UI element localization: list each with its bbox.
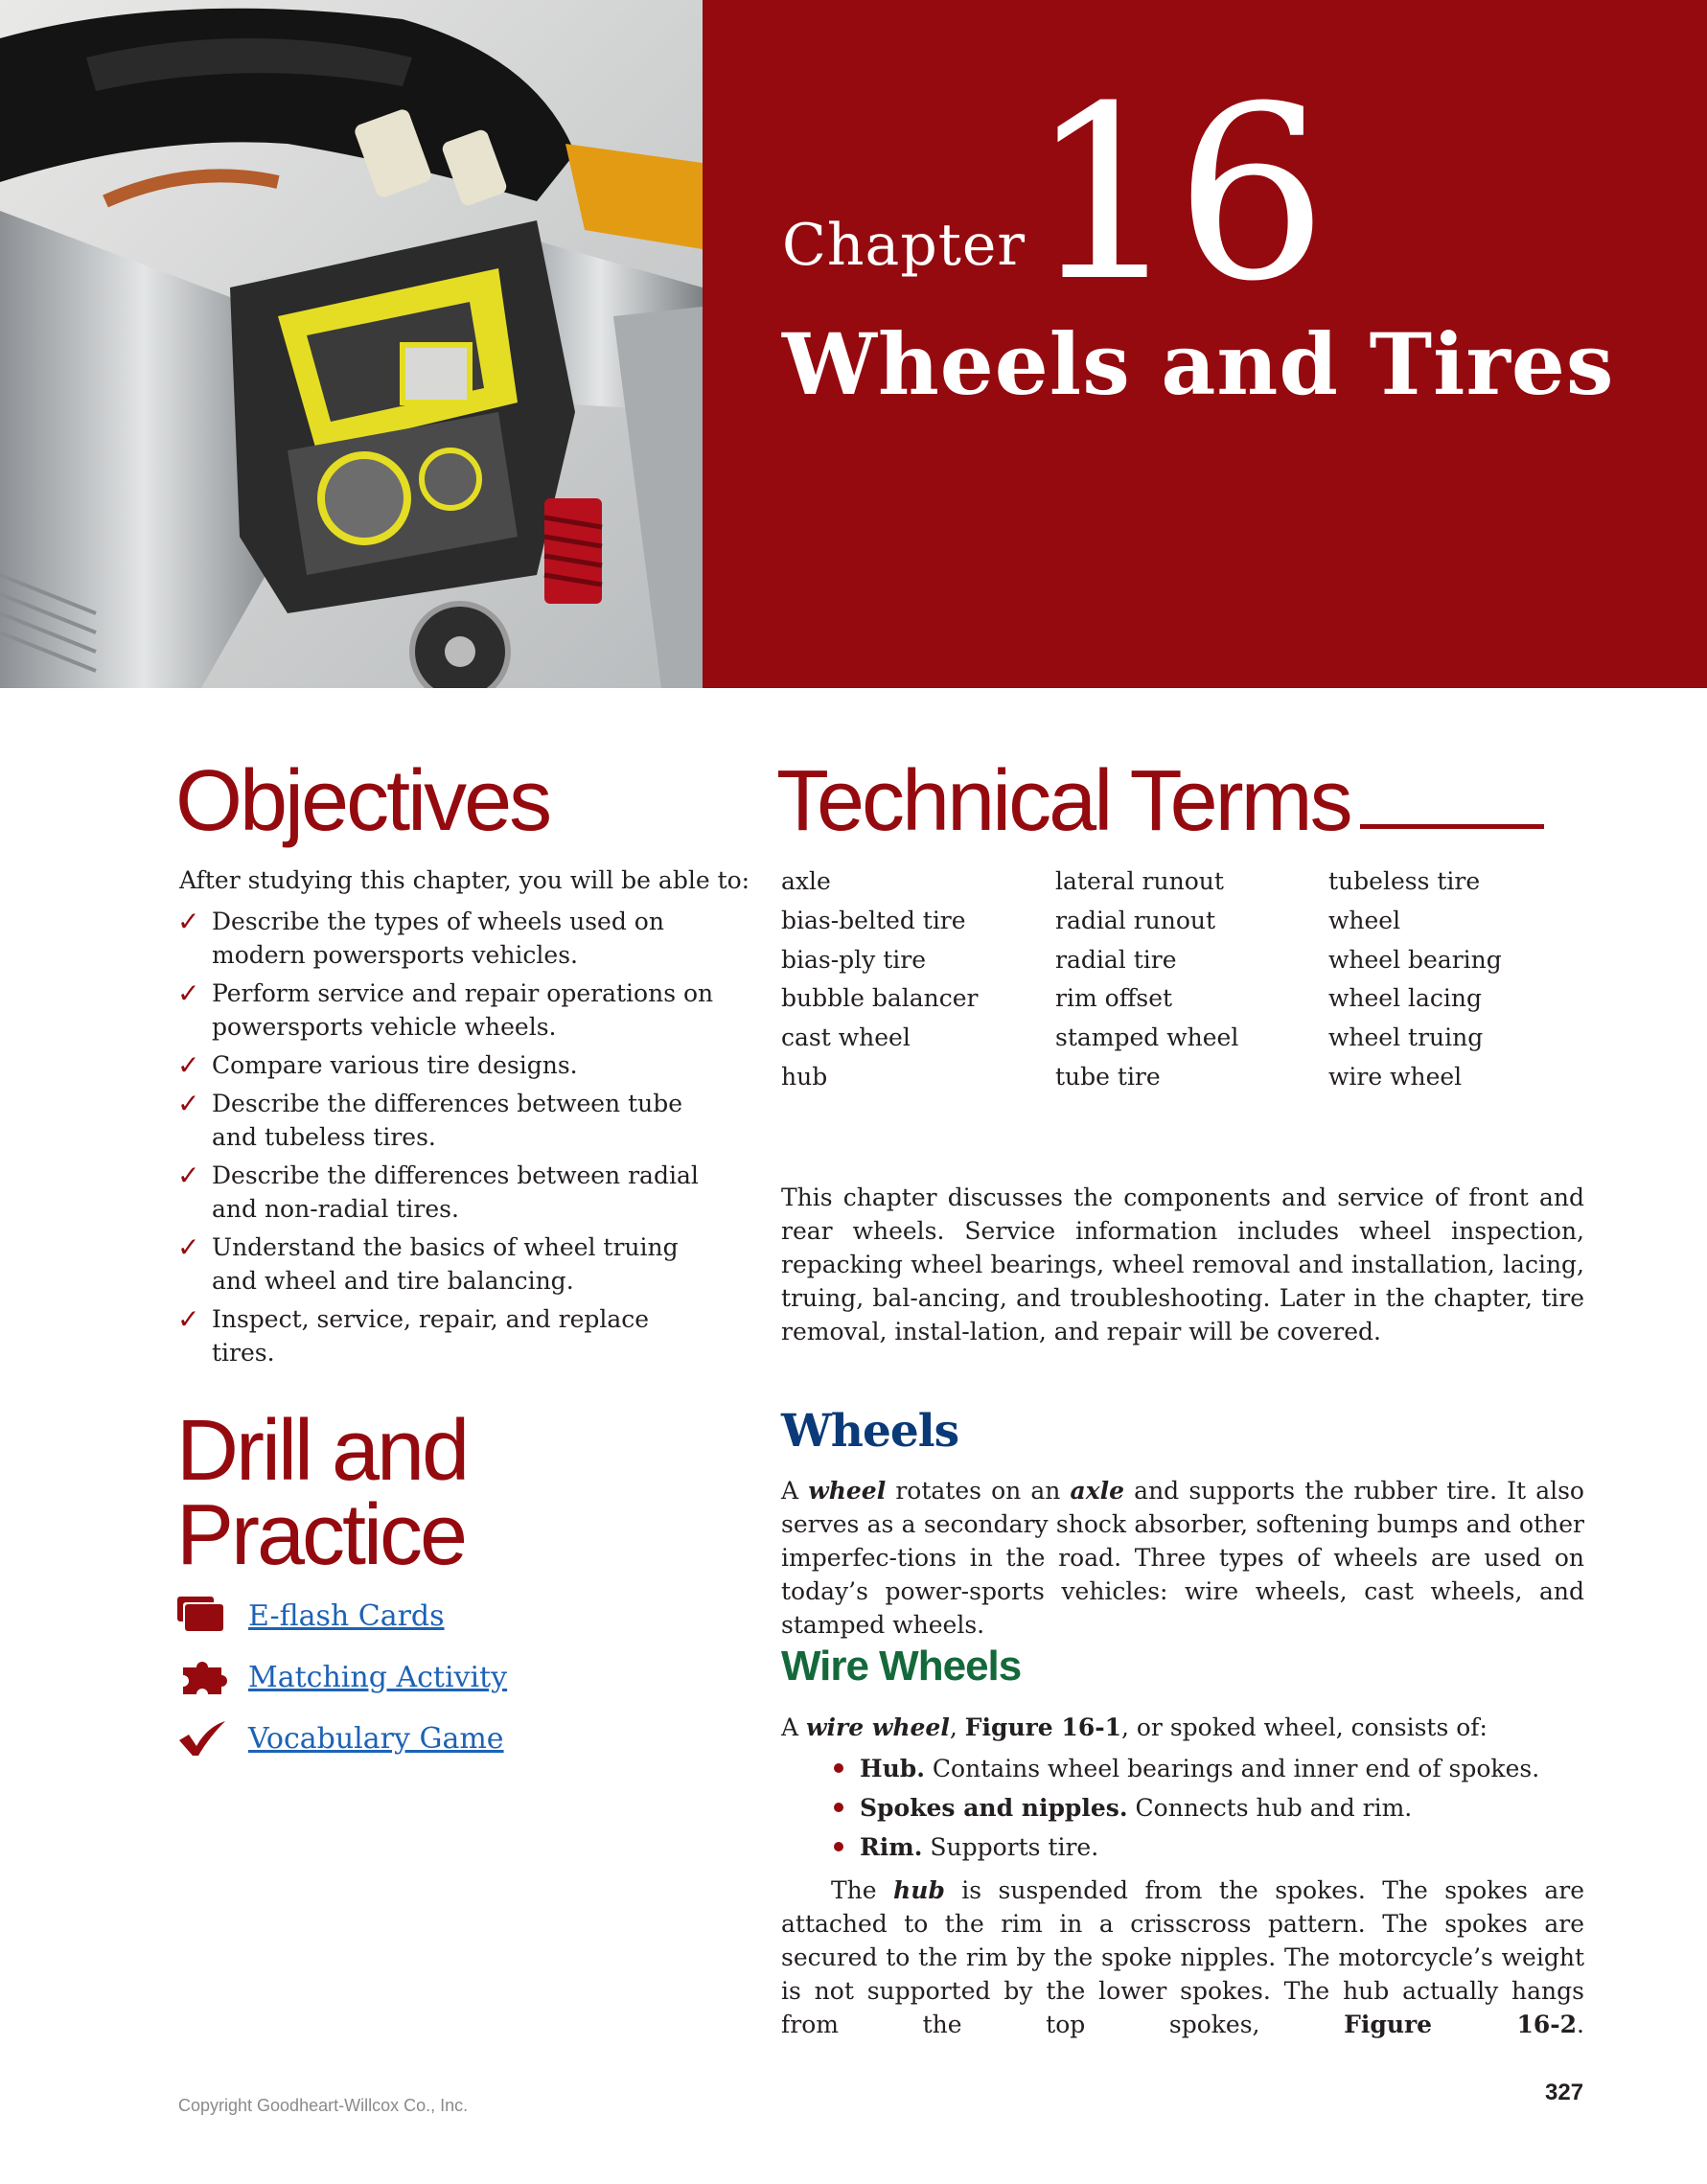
wire-wheel-parts-list — [832, 1749, 1539, 1867]
checkmark-icon: ✓ — [177, 977, 200, 1009]
term-item: tubeless tire — [1328, 867, 1481, 895]
term-axle: axle — [1070, 1477, 1125, 1505]
puzzle-icon — [177, 1656, 229, 1698]
bullet-icon — [834, 1803, 843, 1812]
vocabulary-game-link[interactable]: Vocabulary Game — [248, 1721, 504, 1756]
objective-text: Perform service and repair operations on powersports vehicle wheels. — [212, 979, 714, 1041]
term-item: wheel lacing — [1328, 984, 1483, 1013]
page-number: 327 — [1545, 2080, 1584, 2105]
objectives-heading: Objectives — [175, 753, 550, 849]
wire-wheels-heading: Wire Wheels — [781, 1643, 1022, 1690]
chapter-banner — [703, 0, 1707, 688]
bullet-icon — [834, 1763, 843, 1773]
terms-column-3 — [1328, 862, 1502, 1097]
checkmark-icon — [177, 1717, 229, 1759]
chapter-label: Chapter — [782, 212, 1027, 279]
objective-text: Inspect, service, repair, and replace tires. — [212, 1305, 650, 1367]
objective-item — [177, 1302, 714, 1369]
wheels-paragraph: A wheel rotates on an axle and supports the rubber tire. It also serves as a secondary shock absorber, softening bumps and other imperfec-tions in the road. Three types of wheels are used on today’s power-sports vehicles: wire wheels, cast wheels, and stamped wheels. — [781, 1477, 1584, 1639]
objective-item — [177, 977, 714, 1044]
objective-item — [177, 1230, 714, 1298]
objective-item — [177, 1159, 714, 1226]
objectives-list — [177, 905, 714, 1374]
term-hub: hub — [893, 1876, 945, 1904]
checkmark-icon: ✓ — [177, 1160, 200, 1191]
intro-paragraph: This chapter discusses the components and service of front and rear wheels. Service information includes wheel inspection, repacking wheel bearings, wheel removal and installation, lacing, truing, bal-ancing, and troubleshooting. Later in the chapter, tire removal, instal-lation, and repair will be covered. — [781, 1184, 1584, 1345]
hub-paragraph: The hub is suspended from the spokes. The spokes are attached to the rim in a crisscross pattern. The spokes are secured to the rim by the spoke nipples. The motorcycle’s weight is not supported by the lower spokes. The hub actually hangs from the top spokes, Figure 16-2. — [781, 1876, 1584, 2038]
term-item: radial tire — [1055, 945, 1177, 974]
chapter-number: 16 — [1028, 55, 1323, 333]
term-item: lateral runout — [1055, 867, 1224, 895]
wire-wheels-paragraph: A wire wheel, Figure 16-1, or spoked wheel, consists of: — [781, 1713, 1488, 1741]
term-item: axle — [781, 867, 831, 895]
figure-ref-16-2: Figure 16-2 — [1344, 2011, 1578, 2038]
objective-text: Understand the basics of wheel truing and wheel and tire balancing. — [212, 1233, 679, 1295]
term-item: tube tire — [1055, 1062, 1161, 1091]
term-item: cast wheel — [781, 1023, 911, 1052]
term-item: hub — [781, 1062, 828, 1091]
technical-terms-title: Technical Terms — [776, 753, 1350, 849]
eflash-cards-item[interactable] — [177, 1595, 445, 1637]
flash-cards-icon — [177, 1595, 229, 1637]
term-item: wheel truing — [1328, 1023, 1484, 1052]
figure-ref-16-1: Figure 16-1 — [964, 1713, 1121, 1741]
objective-item — [177, 1087, 714, 1154]
objective-text: Describe the types of wheels used on modern powersports vehicles. — [212, 908, 664, 969]
objective-item — [177, 905, 714, 972]
matching-activity-link[interactable]: Matching Activity — [248, 1660, 508, 1694]
checkmark-icon: ✓ — [177, 1231, 200, 1263]
objective-item — [177, 1048, 714, 1082]
copyright-notice: Copyright Goodheart-Willcox Co., Inc. — [178, 2096, 469, 2115]
chapter-title: Wheels and Tires — [782, 314, 1615, 414]
term-item: wheel — [1328, 906, 1401, 934]
checkmark-icon: ✓ — [177, 906, 200, 937]
term-item: bias-ply tire — [781, 945, 927, 974]
checkmark-icon: ✓ — [177, 1088, 200, 1119]
objective-text: Describe the differences between tube and tubeless tires. — [212, 1090, 683, 1151]
objective-text: Describe the differences between radial and non-radial tires. — [212, 1161, 699, 1223]
term-item: stamped wheel — [1055, 1023, 1239, 1052]
matching-activity-item[interactable] — [177, 1656, 507, 1698]
list-item: Rim. Supports tire. — [832, 1828, 1539, 1867]
term-item: rim offset — [1055, 984, 1173, 1013]
drill-heading-line-1: Drill and — [176, 1403, 468, 1499]
terms-column-2 — [1055, 862, 1238, 1097]
vocabulary-game-item[interactable] — [177, 1717, 504, 1759]
objective-text: Compare various tire designs. — [212, 1051, 578, 1079]
term-wheel: wheel — [808, 1477, 887, 1505]
list-item: Spokes and nipples. Connects hub and rim. — [832, 1788, 1539, 1828]
term-item: wire wheel — [1328, 1062, 1463, 1091]
checkmark-icon: ✓ — [177, 1303, 200, 1335]
wheels-heading: Wheels — [781, 1405, 959, 1458]
heading-rule — [1360, 824, 1544, 829]
bullet-icon — [834, 1842, 843, 1851]
drill-practice-heading — [176, 1403, 468, 1583]
engine-cutaway-photo — [0, 0, 703, 688]
checkmark-icon: ✓ — [177, 1049, 200, 1081]
term-wire-wheel: wire wheel — [806, 1713, 950, 1741]
technical-terms-heading — [776, 753, 1544, 849]
objectives-intro: After studying this chapter, you will be able to: — [179, 866, 750, 894]
term-item: radial runout — [1055, 906, 1216, 934]
list-item: Hub. Contains wheel bearings and inner end of spokes. — [832, 1749, 1539, 1788]
term-item: wheel bearing — [1328, 945, 1502, 974]
terms-column-1 — [781, 862, 979, 1097]
term-item: bias-belted tire — [781, 906, 966, 934]
drill-heading-line-2: Practice — [176, 1487, 466, 1583]
eflash-cards-link[interactable]: E-flash Cards — [248, 1598, 445, 1633]
term-item: bubble balancer — [781, 984, 979, 1013]
